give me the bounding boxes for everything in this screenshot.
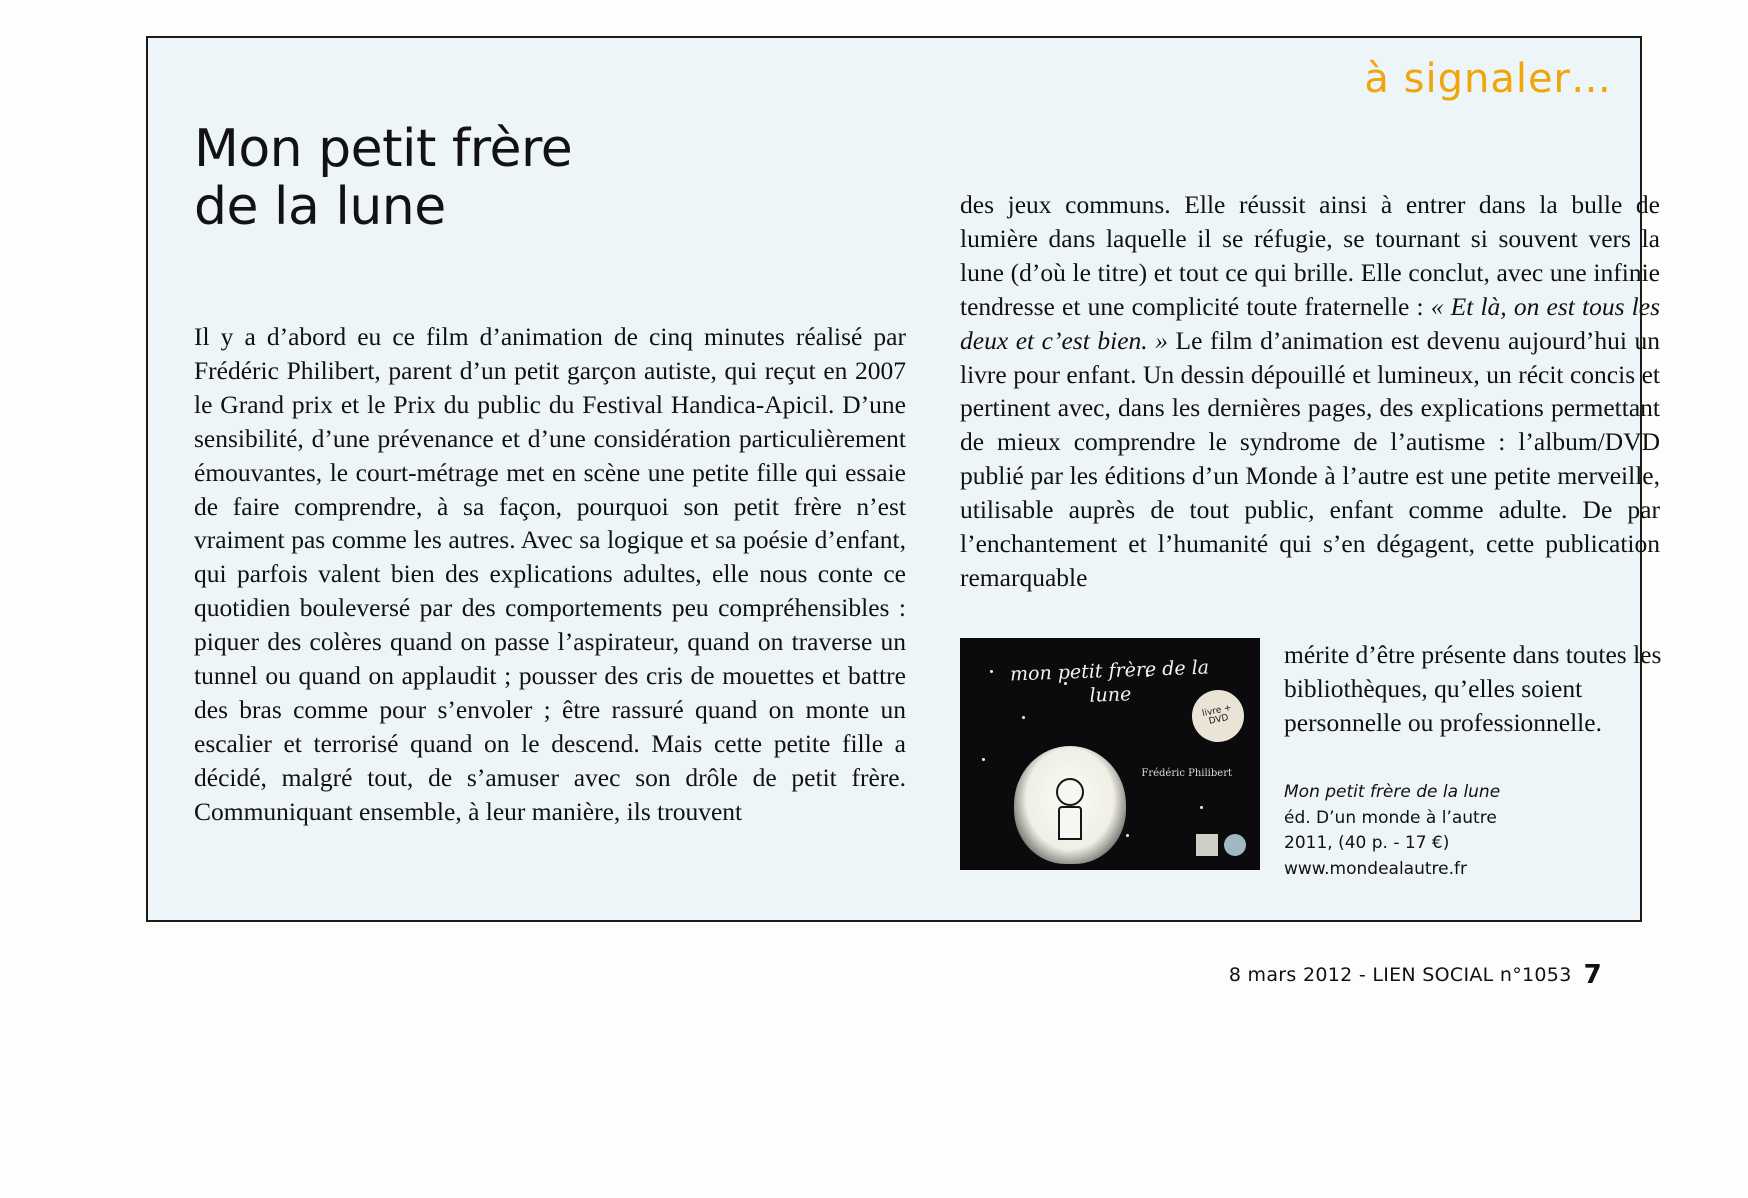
body-text-part-2: Le film d’animation est devenu aujourd’hui un livre pour enfant. Un dessin dépouillé et lumineux, un récit concis et pertinent avec, dans les dernières pages, des explications permettant de mieux comprendre le syndrome de l’autisme : l’album/DVD publié par les éditions d’un Monde à l’autre est une petite merveille, utilisable auprès de tout public, enfant comme adulte. De par l’enchantement et l’humanité qui s’en dégagent, cette publication remarquable: [960, 325, 1661, 592]
body-column-right: [960, 188, 1660, 595]
book-cover-image: [960, 638, 1260, 870]
credits-year-pages-price: 2011, (40 p. - 17 €): [1284, 833, 1450, 853]
page-title: [194, 120, 934, 236]
page-footer: [1229, 960, 1602, 990]
credits-publisher: éd. D’un monde à l’autre: [1284, 807, 1497, 828]
book-cover-author: Frédéric Philibert: [1141, 768, 1232, 779]
star-icon: [982, 758, 985, 761]
child-body-illustration: [1058, 806, 1082, 840]
publisher-logos: [1196, 834, 1246, 856]
child-head-illustration: [1056, 778, 1084, 806]
footer-page-number: 7: [1583, 960, 1602, 990]
page-title-line-1: Mon petit frère: [194, 119, 573, 179]
footer-issue-text: 8 mars 2012 - LIEN SOCIAL n°1053: [1228, 964, 1572, 986]
body-column-right-wrap: mérite d’être présente dans toutes les bibliothèques, qu’elles soient personnelle ou professionnelle.: [1284, 640, 1662, 737]
star-icon: [990, 670, 993, 673]
body-column-left: [194, 320, 906, 829]
publisher-logo-icon: [1196, 834, 1218, 856]
body-quote: « Et là, on est tous les deux et c’est bien. »: [960, 291, 1660, 355]
star-icon: [1022, 716, 1025, 719]
book-credits: [1284, 780, 1664, 882]
credits-website[interactable]: www.mondealautre.fr: [1284, 858, 1467, 879]
book-cover-title: mon petit frère de la lune: [1009, 656, 1210, 707]
body-paragraph-right: [960, 188, 1660, 595]
star-icon: [1200, 806, 1203, 809]
star-icon: [1126, 834, 1129, 837]
body-text-part-1: des jeux communs. Elle réussit ainsi à entrer dans la bulle de lumière dans laquelle il se réfugie, se tournant si souvent vers la lune (d’où le titre) et tout ce qui brille. Elle conclut, avec une infinie tendresse et une complicité toute fraternelle :: [960, 190, 1660, 321]
article-panel: [146, 36, 1662, 922]
credits-title: Mon petit frère de la lune: [1284, 782, 1501, 802]
page-title-line-2: de la lune: [194, 177, 446, 238]
body-paragraph-left: Il y a d’abord eu ce film d’animation de cinq minutes réalisé par Frédéric Philibert, parent d’un petit garçon autiste, qui reçut en 2007 le Grand prix et le Prix du public du Festival Handica-Apicil. D’une sensibilité, d’une prévenance et d’une considération particulièrement émouvantes, le court-métrage met en scène une petite fille qui essaie de faire comprendre, à sa façon, pourquoi son petit frère n’est vraiment pas comme les autres. Avec sa logique et sa poésie d’enfant, qui parfois valent bien des explications adultes, elle nous conte ce quotidien bouleversé par des comportements peu compréhensibles : piquer des colères quand on passe l’aspirateur, quand on traverse un tunnel ou quand on applaudit ; pousser des cris de mouettes et battre des bras comme pour s’envoler ; être rassuré quand on monte un escalier et terrorisé quand on le descend. Mais cette petite fille a décidé, malgré tout, de s’amuser avec son drôle de petit frère. Communiquant ensemble, à leur manière, ils trouvent: [194, 322, 906, 826]
publisher-logo-round-icon: [1224, 834, 1246, 856]
section-kicker: à signaler…: [1364, 56, 1612, 102]
book-cover-badge: livre + DVD: [1187, 685, 1249, 747]
